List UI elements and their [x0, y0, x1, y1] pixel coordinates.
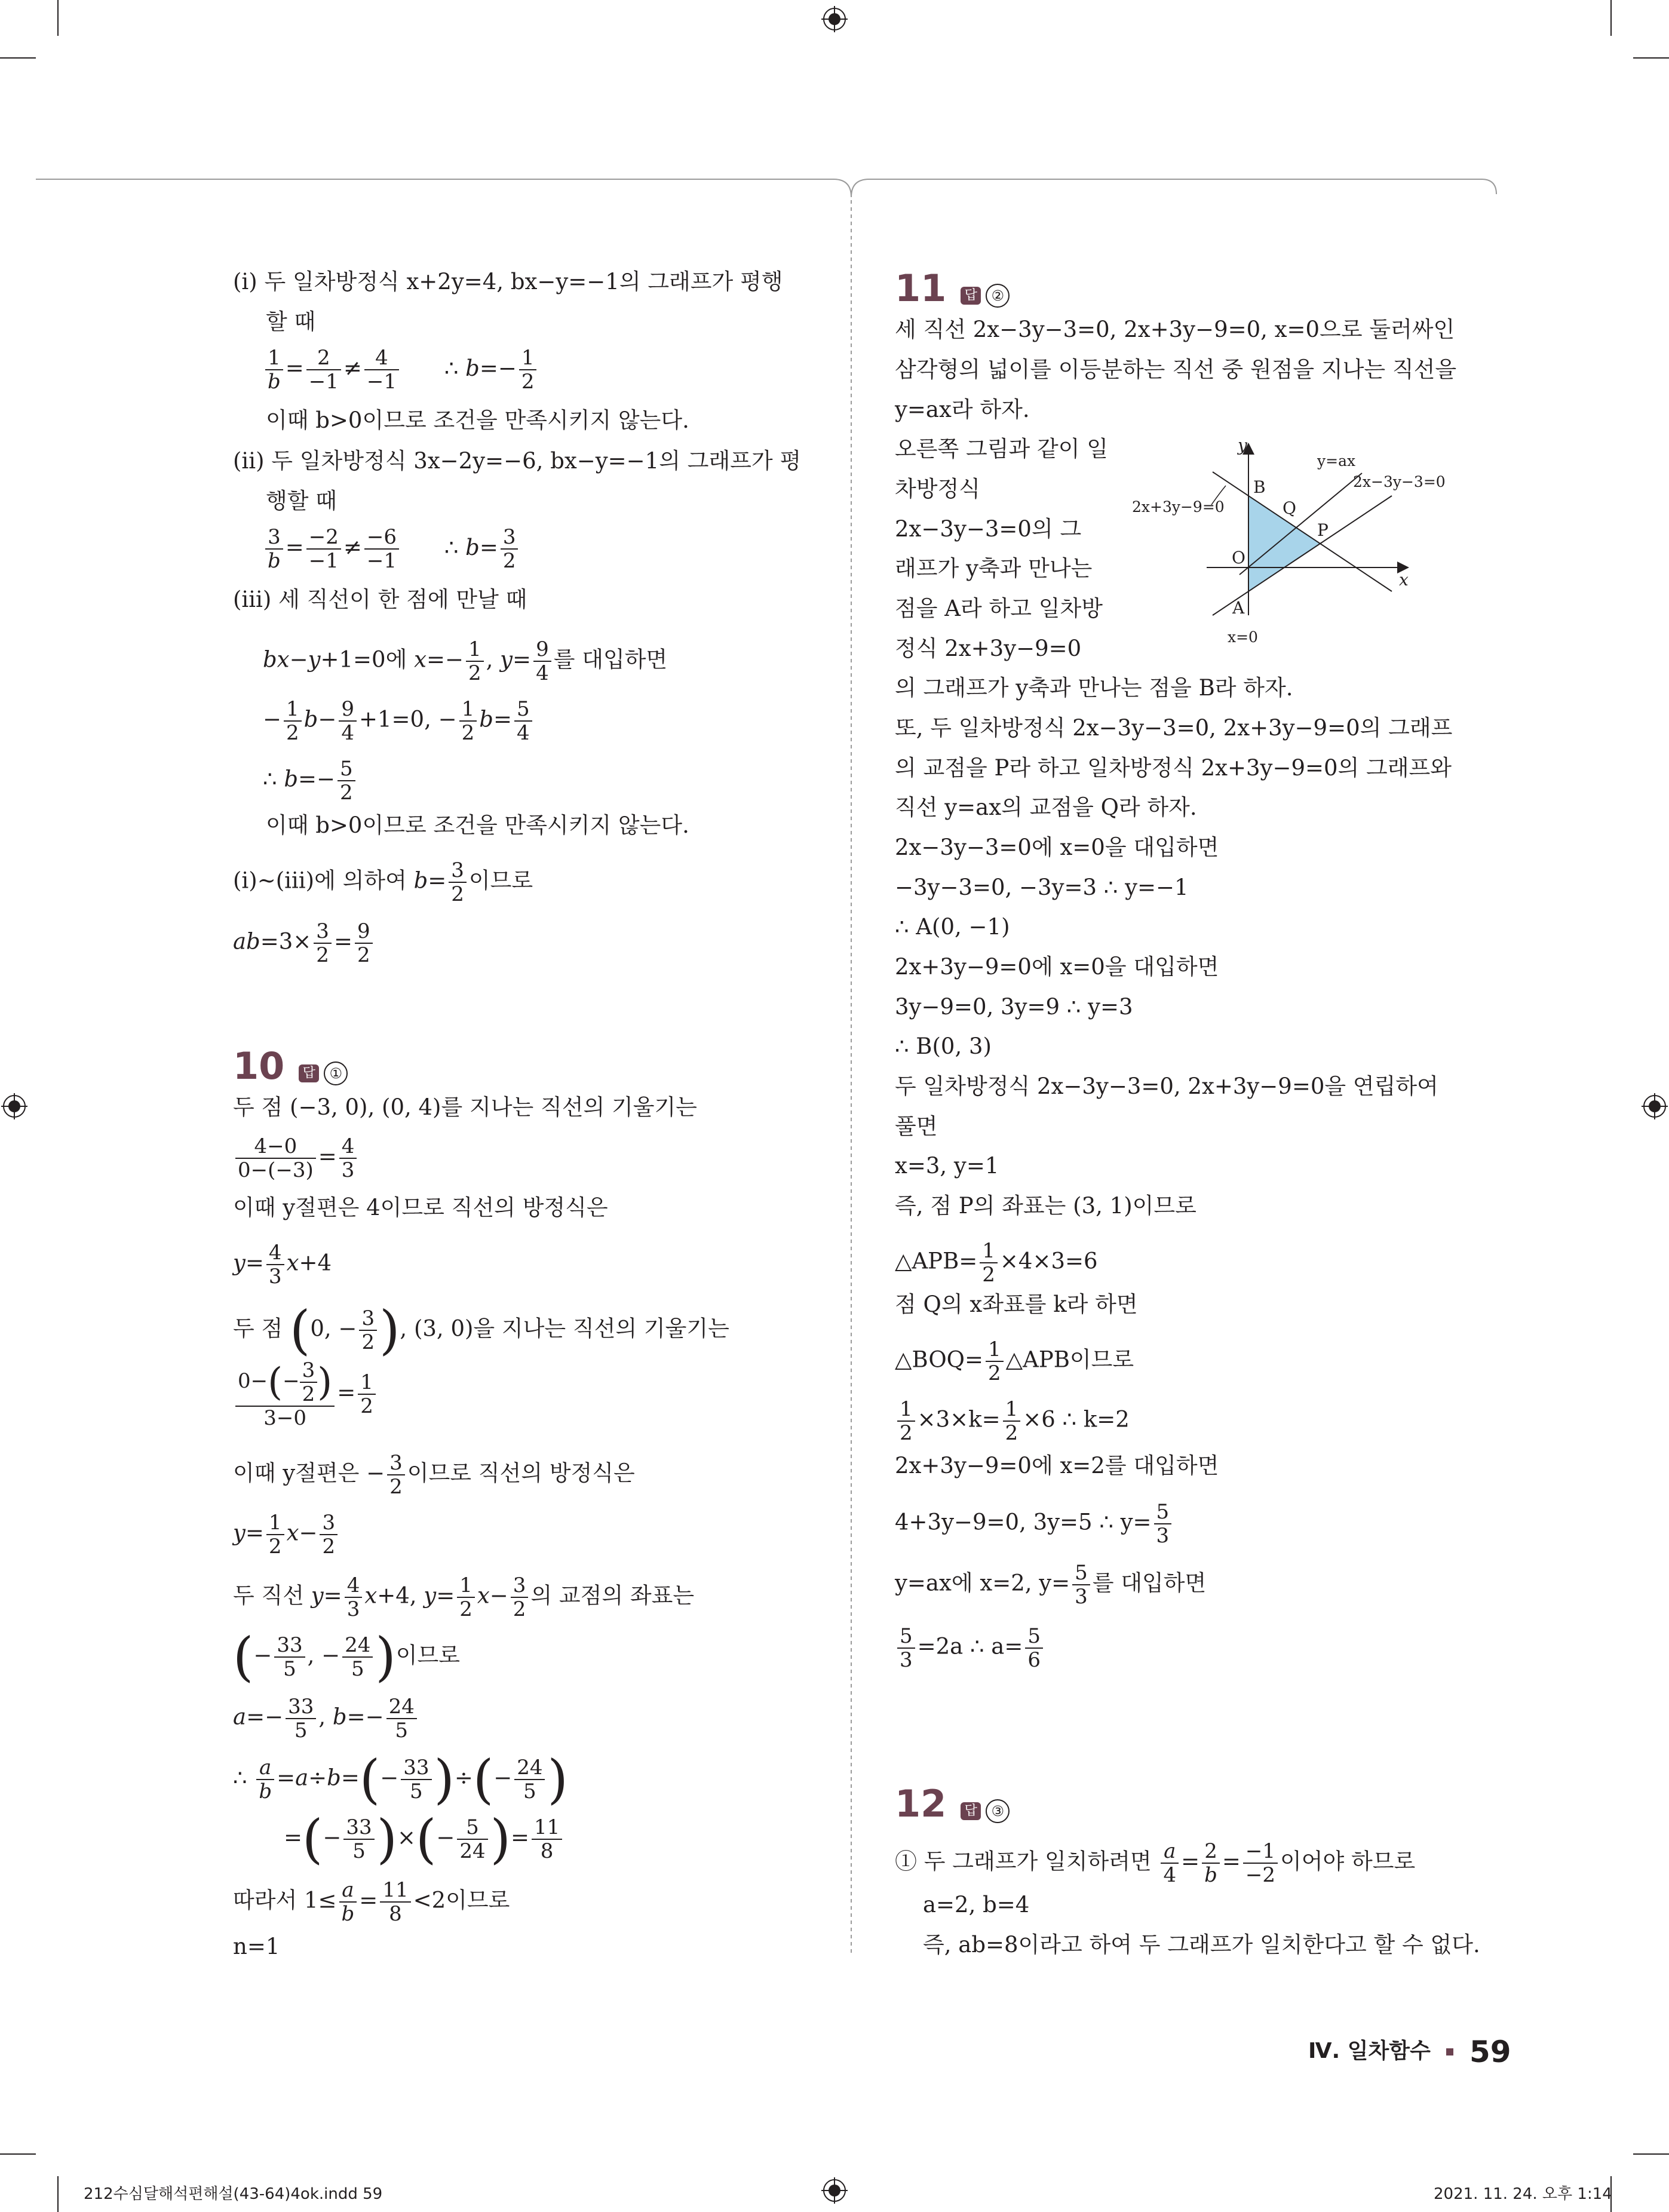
p11-line-19: ∴ B(0, 3): [895, 1033, 992, 1059]
registration-mark-bottom: [821, 2177, 848, 2204]
footer-bullet: [1446, 2048, 1453, 2055]
p11-line-3: y=ax라 하자.: [895, 397, 1030, 422]
p11-line-11: 또, 두 일차방정식 2x−3y−3=0, 2x+3y−9=0의 그래프: [895, 715, 1453, 741]
x0-label: x=0: [1228, 628, 1258, 646]
p11-line-18: 3y−9=0, 3y=9 ∴ y=3: [895, 994, 1133, 1020]
line1-label: 2x−3y−3=0: [1353, 473, 1446, 490]
case-1-note: 이때 b>0이므로 조건을 만족시키지 않는다.: [266, 407, 689, 433]
intercept-text-1: 이때 y절편은 4이므로 직선의 방정식은: [233, 1195, 608, 1220]
p11-line-14: 2x−3y−3=0에 x=0을 대입하면: [895, 835, 1219, 860]
intercept-text-2: 이때 y절편은 − $\frac{3}{2}$ 이므로 직선의 방정식은: [233, 1451, 635, 1499]
slope-calc-1: $\frac{4-0}{0-(-3)}$ = $\frac{4}{3}$: [233, 1135, 359, 1182]
ratio-calc-1: ∴ $\frac{a}{b}$ =a÷b=(− $\frac{33}{5}$ )÷(− $\frac{24}{5}$ ): [233, 1748, 568, 1810]
case-2-text-cont: 행할 때: [266, 488, 337, 514]
case-3-text: (ⅲ) 세 직선이 한 점에 만날 때: [233, 587, 527, 612]
p11-line-27: $\frac{1}{2}$ ×3×k= $\frac{1}{2}$ ×6 ∴ k=2: [895, 1398, 1130, 1444]
problem-number: 11: [895, 266, 947, 310]
p11-line-4: 오른쪽 그림과 같이 일: [895, 436, 1108, 462]
p11-line-10: 의 그래프가 y축과 만나는 점을 B라 하자.: [895, 675, 1293, 701]
p11-line-6: 2x−3y−3=0의 그: [895, 516, 1082, 542]
x-axis-label: x: [1399, 570, 1409, 590]
line-equation-1: y= $\frac{4}{3}$ x+4: [233, 1241, 332, 1288]
p11-line-2: 삼각형의 넓이를 이등분하는 직선 중 원점을 지나는 직선을: [895, 357, 1457, 382]
range-text: 따라서 1≤ $\frac{a}{b}$ = $\frac{11}{8}$ <2이므로: [233, 1878, 510, 1926]
problem-number: 12: [895, 1782, 947, 1826]
p12-line-1: ① 두 그래프가 일치하려면 $\frac{a}{4}$ = $\frac{2}{b}$ = $\frac{-1}{-2}$ 이어야 하므로: [895, 1839, 1416, 1887]
line-equation-2: y= $\frac{1}{2}$ x− $\frac{3}{2}$: [233, 1511, 340, 1558]
section-title: Ⅳ. 일차함수: [1308, 2039, 1431, 2063]
registration-mark-top: [821, 6, 848, 32]
answer-choice: ①: [324, 1061, 348, 1085]
p11-line-22: x=3, y=1: [895, 1153, 999, 1179]
answer-icon: 답: [961, 287, 981, 305]
p11-line-1: 세 직선 2x−3y−3=0, 2x+3y−9=0, x=0으로 둘러싸인: [895, 317, 1455, 342]
triangle-graph: [1123, 433, 1469, 654]
answer-choice: ②: [986, 284, 1010, 308]
p11-line-16: ∴ A(0, −1): [895, 914, 1010, 940]
line-ax-label: y=ax: [1317, 452, 1356, 470]
page-number: 59: [1469, 2035, 1511, 2069]
p11-line-31: $\frac{5}{3}$ =2a ∴ a= $\frac{5}{6}$: [895, 1625, 1045, 1671]
answer-icon: 답: [961, 1802, 981, 1820]
p11-line-25: 점 Q의 x좌표를 k라 하면: [895, 1291, 1138, 1317]
a-b-values: a=− $\frac{33}{5}$ , b=− $\frac{24}{5}$: [233, 1695, 419, 1742]
problem-10-header: [233, 1045, 348, 1093]
problem-12-header: [895, 1783, 1010, 1830]
problem-11-header: [895, 268, 1010, 315]
problem-number: 10: [233, 1044, 285, 1088]
p11-line-28: 2x+3y−9=0에 x=2를 대입하면: [895, 1453, 1219, 1478]
ab-result: ab=3× $\frac{3}{2}$ = $\frac{9}{2}$: [233, 920, 375, 967]
case-3-note: 이때 b>0이므로 조건을 만족시키지 않는다.: [266, 812, 689, 838]
file-name: 212수심달해석편해설(43-64)4ok.indd 59: [84, 2185, 383, 2203]
case-3-result: ∴ b=− $\frac{5}{2}$: [263, 757, 358, 804]
case-3-equation: − $\frac{1}{2}$ b− $\frac{9}{4}$ +1=0, − $\frac{1}{2}$ b= $\frac{5}{4}$: [263, 698, 535, 744]
line2-label: 2x+3y−9=0: [1132, 498, 1225, 516]
y-axis-label: y: [1238, 435, 1247, 455]
point-a-label: A: [1232, 598, 1245, 618]
slope-intro-2: 두 점 (0, − $\frac{3}{2}$ ), (3, 0)을 지나는 직선의 기울기는: [233, 1299, 729, 1361]
point-b-label: B: [1253, 477, 1266, 497]
p11-line-24: △APB= $\frac{1}{2}$ ×4×3=6: [895, 1239, 1098, 1287]
point-q-label: Q: [1283, 498, 1296, 518]
conclusion: (ⅰ)~(ⅲ)에 의하여 b= $\frac{3}{2}$ 이므로: [233, 858, 533, 906]
point-p-label: P: [1317, 520, 1329, 540]
p11-line-9: 정식 2x+3y−9=0: [895, 636, 1082, 661]
p11-line-15: −3y−3=0, −3y=3 ∴ y=−1: [895, 875, 1189, 900]
registration-mark-left: [1, 1093, 27, 1119]
case-2-text: (ⅱ) 두 일차방정식 3x−2y=−6, bx−y=−1의 그래프가 평: [233, 448, 802, 474]
p11-line-5: 차방정식: [895, 476, 980, 502]
case-1-text-cont: 할 때: [266, 309, 316, 335]
p11-line-13: 직선 y=ax의 교점을 Q라 하자.: [895, 794, 1197, 820]
registration-mark-right: [1642, 1093, 1668, 1119]
answer-choice: ③: [986, 1799, 1010, 1823]
p11-line-7: 래프가 y축과 만나는: [895, 556, 1093, 581]
case-1-equation: $\frac{1}{b}$ = $\frac{2}{-1}$ ≠ $\frac{4}{-1}$ ∴ b=− $\frac{1}{2}$: [263, 346, 539, 393]
print-date: 2021. 11. 24. 오후 1:14: [1434, 2185, 1612, 2203]
p11-line-23: 즉, 점 P의 좌표는 (3, 1)이므로: [895, 1193, 1196, 1219]
p12-line-2: a=2, b=4: [923, 1892, 1030, 1918]
case-3-substitution: bx−y+1=0에 x=− $\frac{1}{2}$ , y= $\frac{9}{4}$ 를 대입하면: [263, 637, 668, 685]
p11-line-26: △BOQ= $\frac{1}{2}$ △APB이므로: [895, 1337, 1134, 1385]
p11-line-12: 의 교점을 P라 하고 일차방정식 2x+3y−9=0의 그래프와: [895, 755, 1452, 781]
case-2-equation: $\frac{3}{b}$ = $\frac{-2}{-1}$ ≠ $\frac{-6}{-1}$ ∴ b= $\frac{3}{2}$: [263, 526, 520, 572]
intersection-text: 두 직선 y= $\frac{4}{3}$ x+4, y= $\frac{1}{2}$ x− $\frac{3}{2}$ 의 교점의 좌표는: [233, 1573, 695, 1621]
answer-icon: 답: [299, 1064, 319, 1082]
p11-line-17: 2x+3y−9=0에 x=0을 대입하면: [895, 954, 1219, 980]
origin-label: O: [1232, 548, 1245, 567]
slope-intro-1: 두 점 (−3, 0), (0, 4)를 지나는 직선의 기울기는: [233, 1094, 697, 1120]
p11-line-30: y=ax에 x=2, y= $\frac{5}{3}$ 를 대입하면: [895, 1561, 1207, 1609]
p11-line-29: 4+3y−9=0, 3y=5 ∴ y= $\frac{5}{3}$: [895, 1501, 1174, 1547]
page-footer: [1308, 2034, 1511, 2069]
ratio-calc-2: =(− $\frac{33}{5}$ )×(− $\frac{5}{24}$ )= $\frac{11}{8}$: [284, 1816, 564, 1863]
p11-line-8: 점을 A라 하고 일차방: [895, 596, 1103, 621]
n-result: n=1: [233, 1934, 280, 1959]
case-1-text: (ⅰ) 두 일차방정식 x+2y=4, bx−y=−1의 그래프가 평행: [233, 269, 783, 294]
intersection-point: (− $\frac{33}{5}$ , − $\frac{24}{5}$ )이므로: [233, 1626, 460, 1688]
slope-calc-2: 0−(− $\frac{3}{2}$ ) 3−0 = $\frac{1}{2}$: [233, 1359, 378, 1429]
p11-line-20: 두 일차방정식 2x−3y−3=0, 2x+3y−9=0을 연립하여: [895, 1073, 1438, 1099]
p11-line-21: 풀면: [895, 1113, 938, 1139]
p12-line-3: 즉, ab=8이라고 하여 두 그래프가 일치한다고 할 수 없다.: [923, 1932, 1480, 1958]
